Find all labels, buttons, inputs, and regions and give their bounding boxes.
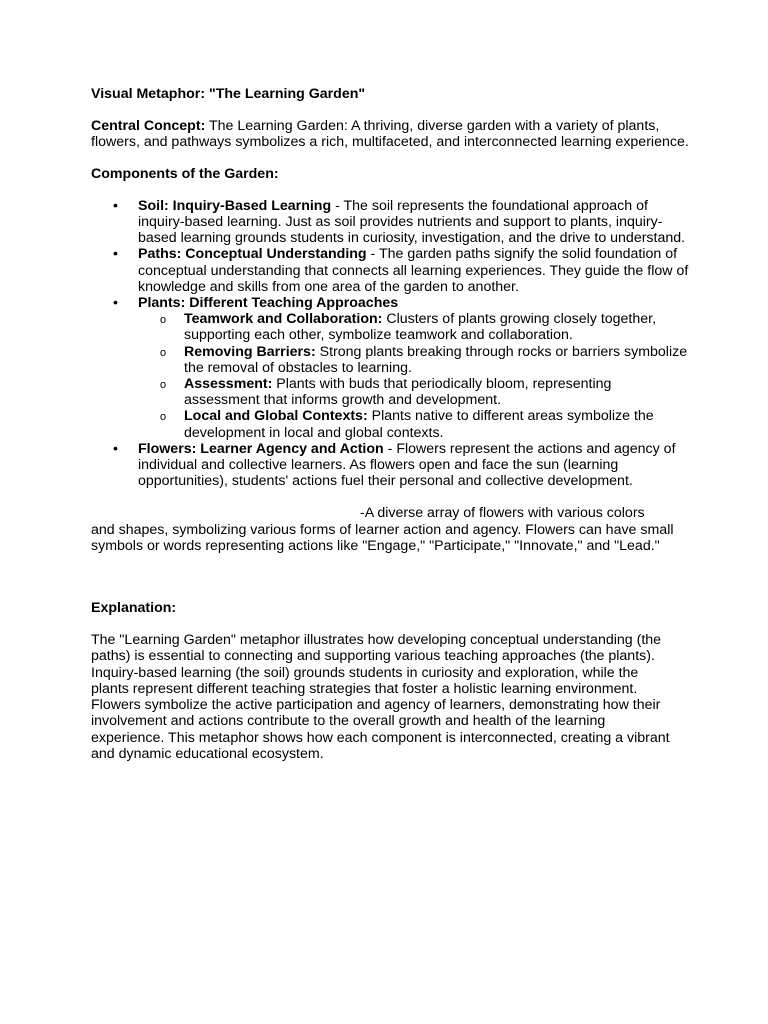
flowers-array-first-line: -A diverse array of flowers with various colors — [360, 505, 645, 522]
bullet-icon: • — [113, 246, 118, 263]
soil-label: Soil: Inquiry-Based Learning — [138, 197, 332, 214]
bullet-icon: • — [113, 295, 118, 312]
sub-bullet-icon: o — [160, 346, 167, 359]
sub-item-assessment — [138, 376, 691, 408]
teamwork-label: Teamwork and Collaboration: — [184, 311, 383, 328]
sub-item-barriers — [138, 344, 691, 376]
explanation-heading: Explanation: — [91, 600, 177, 617]
sub-bullet-icon: o — [160, 379, 167, 392]
flowers-array-paragraph — [91, 505, 691, 554]
paths-label: Paths: Conceptual Understanding — [138, 246, 367, 263]
explanation-paragraph: The "Learning Garden" metaphor illustrates how developing conceptual understanding (the paths) is essential to connecting and supporting various teaching approaches (the plants). Inquiry-based learning (the soil) grounds students in curiosity and exploration, while the plants represent different teaching strategies that foster a holistic learning environment. Flowers symbolize the active participation and agency of learners, demonstrating how their involvement and actions contribute to the overall growth and health of the learning experience. This metaphor shows how each component is interconnected, creating a vibrant and dynamic educational ecosystem. — [91, 632, 670, 762]
list-item-plants — [91, 295, 691, 441]
assessment-label: Assessment: — [184, 376, 273, 393]
sub-bullet-icon: o — [160, 314, 167, 327]
barriers-text: Strong plants breaking through rocks or barriers symbolize the removal of obstacles to learning. — [184, 343, 688, 376]
plants-label: Plants: Different Teaching Approaches — [138, 295, 399, 312]
assessment-text: Plants with buds that periodically bloom, representing assessment that informs growth and development. — [184, 376, 612, 409]
document-body — [91, 86, 691, 762]
list-item-paths — [91, 246, 691, 295]
sub-item-teamwork — [138, 311, 691, 343]
flowers-label: Flowers: Learner Agency and Action — [138, 440, 384, 457]
flowers-text: - Flowers represent the actions and agency of individual and collective learners. As flowers open and face the sun (learning opportunities), students' actions fuel their personal and collective development. — [138, 440, 676, 490]
components-list — [91, 198, 691, 490]
sub-bullet-icon: o — [160, 411, 167, 424]
bullet-icon: • — [113, 197, 118, 214]
central-concept-paragraph — [91, 118, 691, 150]
components-heading: Components of the Garden: — [91, 165, 279, 182]
flowers-array-rest: and shapes, symbolizing various forms of learner action and agency. Flowers can have small symbols or words representing actions like "Engage," "Participate," "Innovate," and "Lead." — [91, 521, 674, 554]
barriers-label: Removing Barriers: — [184, 343, 316, 360]
list-item-soil — [91, 198, 691, 247]
paths-text: - The garden paths signify the solid foundation of conceptual understanding that connects all learning experiences. They guide the flow of knowledge and skills from one area of the garden to another. — [138, 246, 689, 295]
central-concept-text: The Learning Garden: A thriving, diverse garden with a variety of plants, flowers, and pathways symbolizes a rich, multifaceted, and interconnected learning experience. — [91, 118, 689, 151]
sub-item-contexts — [138, 408, 691, 440]
teamwork-text: Clusters of plants growing closely together, supporting each other, symbolize teamwork and collaboration. — [184, 311, 657, 344]
central-concept-label: Central Concept: — [91, 118, 206, 135]
bullet-icon: • — [113, 440, 118, 457]
soil-text: - The soil represents the foundational approach of inquiry-based learning. Just as soil provides nutrients and support to plants, inquiry-based learning grounds students in curiosity, investigation, and the drive to understand. — [138, 197, 686, 247]
list-item-flowers — [91, 441, 691, 490]
document-title: Visual Metaphor: "The Learning Garden" — [91, 86, 366, 102]
contexts-text: Plants native to different areas symbolize the development in local and global contexts. — [184, 408, 654, 441]
teaching-approaches-list — [138, 311, 691, 441]
contexts-label: Local and Global Contexts: — [184, 408, 368, 425]
